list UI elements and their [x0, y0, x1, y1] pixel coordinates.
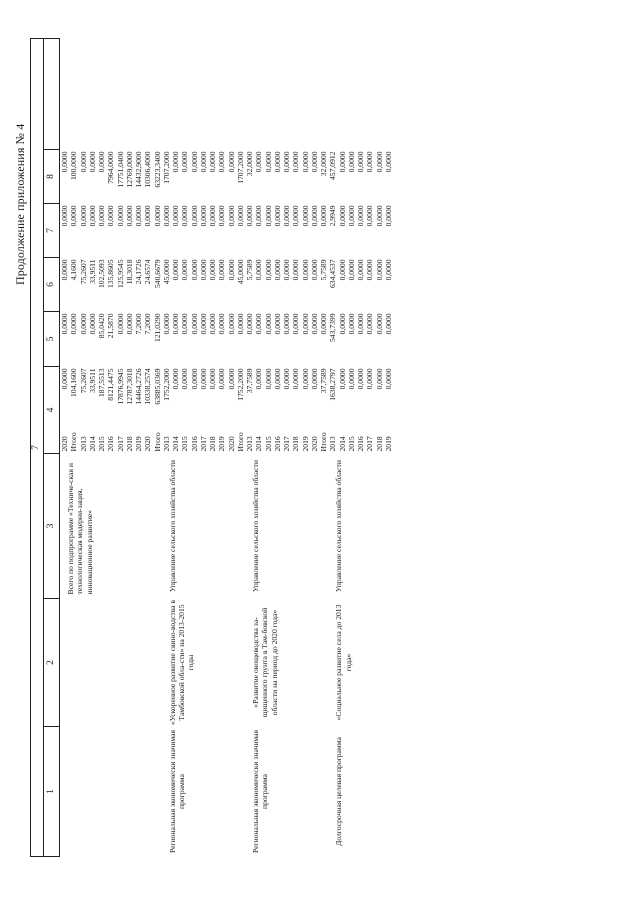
- value-cell: 0,0000: [300, 313, 310, 335]
- program-3-col4-values: [328, 367, 393, 423]
- value-cell: 0,0000: [97, 205, 106, 227]
- year-cell: 2018: [124, 436, 134, 452]
- table-top-number: 7: [31, 38, 44, 856]
- value-cell: 1707,2000: [235, 151, 245, 184]
- value-cell: 0,0000: [282, 259, 291, 281]
- value-cell: 32,0000: [245, 151, 254, 177]
- value-cell: 0,0000: [356, 151, 365, 173]
- year-cell: 2020: [309, 436, 319, 452]
- year-cell: 2014: [337, 436, 347, 452]
- value-cell: 0,0000: [208, 151, 217, 173]
- year-cell: 2014: [171, 436, 180, 452]
- value-cell: 0,0000: [198, 313, 208, 335]
- value-cell: 0,0000: [300, 151, 310, 173]
- value-cell: 0,0000: [356, 259, 365, 281]
- value-cell: 0,0000: [235, 205, 245, 227]
- value-cell: 0,0000: [69, 313, 79, 335]
- value-cell: 0,0000: [383, 259, 393, 281]
- value-cell: 0,0000: [171, 259, 180, 281]
- total-block-years: [60, 423, 162, 454]
- value-cell: 0,0000: [180, 368, 190, 390]
- year-cell: 2017: [365, 436, 375, 452]
- value-cell: 0,0000: [217, 313, 227, 335]
- year-cell: 2013: [161, 436, 171, 452]
- value-cell: 0,0000: [337, 205, 347, 227]
- value-cell: 0,0000: [383, 205, 393, 227]
- column-number-4: 4: [44, 367, 60, 454]
- value-cell: 0,0000: [254, 313, 264, 335]
- program-3-filler: [328, 38, 393, 149]
- value-cell: 5,7589: [245, 259, 254, 281]
- value-cell: 0,0000: [356, 205, 365, 227]
- value-cell: 135,8605: [106, 259, 116, 288]
- value-cell: 0,0000: [78, 151, 88, 173]
- value-cell: 0,0000: [291, 313, 301, 335]
- budget-table: [30, 38, 393, 857]
- year-cell: 2018: [208, 436, 217, 452]
- total-block-row: [60, 38, 162, 856]
- value-cell: 102,5093: [97, 259, 106, 288]
- year-cell: 2015: [180, 436, 190, 452]
- year-cell: 2018: [374, 436, 384, 452]
- value-cell: 0,0000: [171, 313, 180, 335]
- value-cell: 543,7399: [328, 313, 338, 342]
- value-cell: 0,0000: [272, 205, 282, 227]
- year-cell: 2016: [356, 436, 365, 452]
- value-cell: 0,0000: [346, 313, 356, 335]
- year-cell: Итого: [319, 432, 328, 452]
- value-cell: 0,0000: [309, 151, 319, 173]
- value-cell: 0,0000: [189, 368, 199, 390]
- program-row-1: [162, 38, 245, 856]
- year-cell: 2020: [226, 436, 236, 452]
- value-cell: 0,0000: [245, 313, 254, 335]
- program-1-filler: [162, 38, 245, 149]
- value-cell: 0,0000: [291, 205, 301, 227]
- value-cell: 0,0000: [365, 259, 375, 281]
- value-cell: 0,0000: [161, 313, 171, 335]
- column-number-7: 7: [44, 204, 60, 258]
- value-cell: 0,0000: [300, 259, 310, 281]
- value-cell: 21,5870: [106, 313, 116, 339]
- program-3-years: [328, 423, 393, 454]
- program-3-col7-values: [328, 204, 393, 258]
- year-cell: 2019: [134, 436, 143, 452]
- value-cell: 0,0000: [356, 368, 365, 390]
- year-cell: 2019: [300, 436, 310, 452]
- value-cell: 0,0000: [254, 205, 264, 227]
- value-cell: 12769,0000: [124, 151, 134, 188]
- value-cell: 0,0000: [254, 259, 264, 281]
- value-cell: 0,0000: [198, 205, 208, 227]
- total-block-col8-values: [60, 150, 162, 204]
- value-cell: 7,2000: [134, 313, 143, 335]
- value-cell: 0,0000: [60, 313, 69, 335]
- value-cell: 14464,2726: [134, 368, 143, 405]
- year-cell: 2016: [106, 436, 116, 452]
- value-cell: 63223,3400: [152, 151, 162, 188]
- program-3-type: Долгосрочная целевая программа: [334, 737, 344, 846]
- value-cell: 0,0000: [180, 259, 190, 281]
- value-cell: 0,0000: [217, 259, 227, 281]
- value-cell: 0,0000: [60, 259, 69, 281]
- total-block-title: Всего по подпрограмме «Техниче-ская и технологическая модерни-зация, инновационное развитие»: [66, 463, 94, 595]
- total-block-col6-values: [60, 258, 162, 312]
- value-cell: 0,0000: [346, 205, 356, 227]
- value-cell: 0,0000: [346, 151, 356, 173]
- value-cell: 0,0000: [226, 205, 236, 227]
- value-cell: 0,0000: [245, 205, 254, 227]
- value-cell: 634,4537: [328, 259, 338, 288]
- continuation-heading: Продолжение приложения № 4: [13, 123, 27, 285]
- program-2-col8-values: [245, 150, 328, 204]
- value-cell: 0,0000: [263, 205, 273, 227]
- value-cell: 457,0912: [328, 151, 338, 180]
- total-block-col1: [60, 727, 162, 857]
- program-3-col5-values: [328, 312, 393, 367]
- value-cell: 0,0000: [346, 259, 356, 281]
- value-cell: 0,0000: [226, 259, 236, 281]
- value-cell: 5,7589: [319, 259, 328, 281]
- value-cell: 17876,9945: [115, 368, 125, 405]
- value-cell: 0,0000: [254, 368, 264, 390]
- value-cell: 0,0000: [383, 368, 393, 390]
- value-cell: 0,0000: [180, 313, 190, 335]
- program-3-col6-values: [328, 258, 393, 312]
- program-1-col7-values: [162, 204, 245, 258]
- year-cell: 2017: [115, 436, 125, 452]
- value-cell: 0,0000: [300, 205, 310, 227]
- value-cell: 0,0000: [337, 151, 347, 173]
- value-cell: 0,0000: [60, 205, 69, 227]
- value-cell: 0,0000: [282, 205, 291, 227]
- program-2-col5-values: [245, 312, 328, 367]
- value-cell: 0,0000: [115, 313, 125, 335]
- value-cell: 0,0000: [374, 259, 384, 281]
- year-cell: 2020: [143, 436, 153, 452]
- value-cell: 0,0000: [365, 151, 375, 173]
- value-cell: 0,0000: [180, 151, 190, 173]
- value-cell: 0,0000: [346, 368, 356, 390]
- value-cell: 18,3018: [124, 259, 134, 285]
- value-cell: 37,7589: [319, 368, 328, 394]
- total-block-filler: [60, 38, 162, 149]
- program-2-type: Региональная экономически значимая программа: [251, 729, 270, 854]
- value-cell: 0,0000: [374, 313, 384, 335]
- value-cell: 8121,4475: [106, 368, 116, 401]
- value-cell: 0,0000: [69, 205, 79, 227]
- value-cell: 0,0000: [374, 205, 384, 227]
- value-cell: 0,0000: [198, 368, 208, 390]
- value-cell: 0,0000: [356, 313, 365, 335]
- value-cell: 0,0000: [226, 313, 236, 335]
- program-2-col4-values: [245, 367, 328, 423]
- year-cell: 2019: [383, 436, 393, 452]
- program-row-3: [328, 38, 393, 856]
- value-cell: 0,0000: [282, 368, 291, 390]
- year-cell: 2013: [328, 436, 338, 452]
- year-cell: 2019: [217, 436, 227, 452]
- value-cell: 125,9545: [115, 259, 125, 288]
- value-cell: 0,0000: [208, 205, 217, 227]
- program-3-col8-values: [328, 150, 393, 204]
- value-cell: 1752,2000: [161, 368, 171, 401]
- value-cell: 0,0000: [300, 368, 310, 390]
- year-cell: 2015: [346, 436, 356, 452]
- value-cell: 0,0000: [291, 368, 301, 390]
- year-cell: 2018: [291, 436, 301, 452]
- value-cell: 0,0000: [198, 259, 208, 281]
- value-cell: 0,0000: [291, 259, 301, 281]
- value-cell: 0,0000: [337, 368, 347, 390]
- value-cell: 0,0000: [282, 151, 291, 173]
- value-cell: 85,0420: [97, 313, 106, 339]
- value-cell: 100,0000: [69, 151, 79, 180]
- year-cell: 2017: [198, 436, 208, 452]
- value-cell: 0,0000: [272, 313, 282, 335]
- total-block-col7-values: [60, 204, 162, 258]
- value-cell: 2,9949: [328, 205, 338, 227]
- value-cell: 0,0000: [226, 151, 236, 173]
- value-cell: 12787,3018: [124, 368, 134, 405]
- program-1-years: [162, 423, 245, 454]
- value-cell: 0,0000: [282, 313, 291, 335]
- value-cell: 0,0000: [226, 368, 236, 390]
- value-cell: 0,0000: [263, 368, 273, 390]
- value-cell: 121,0290: [152, 313, 162, 342]
- value-cell: 0,0000: [180, 205, 190, 227]
- value-cell: 0,0000: [208, 368, 217, 390]
- column-number-1: 1: [44, 727, 60, 857]
- program-1-col5-values: [162, 312, 245, 367]
- value-cell: 24,1726: [134, 259, 143, 285]
- value-cell: 0,0000: [291, 151, 301, 173]
- value-cell: 0,0000: [309, 313, 319, 335]
- value-cell: 0,0000: [124, 313, 134, 335]
- year-cell: Итого: [152, 432, 162, 452]
- value-cell: 0,0000: [78, 313, 88, 335]
- value-cell: 33,9511: [87, 259, 97, 284]
- value-cell: 187,5513: [97, 368, 106, 397]
- value-cell: 14432,9000: [134, 151, 143, 188]
- year-cell: 2015: [263, 436, 273, 452]
- column-number-6: 6: [44, 258, 60, 312]
- program-1-col8-values: [162, 150, 245, 204]
- value-cell: 0,0000: [208, 259, 217, 281]
- value-cell: 0,0000: [161, 205, 171, 227]
- column-number-2: 2: [44, 599, 60, 727]
- year-cell: 2015: [97, 436, 106, 452]
- program-1-type: Региональная экономически значимая программа: [167, 729, 186, 854]
- value-cell: 0,0000: [189, 313, 199, 335]
- value-cell: 0,0000: [383, 313, 393, 335]
- value-cell: 0,0000: [87, 313, 97, 335]
- value-cell: 0,0000: [365, 205, 375, 227]
- value-cell: 0,0000: [272, 368, 282, 390]
- value-cell: 0,0000: [198, 151, 208, 173]
- total-block-col5-values: [60, 312, 162, 367]
- program-2-col7-values: [245, 204, 328, 258]
- value-cell: 0,0000: [208, 313, 217, 335]
- program-2-title: «Развитие овощеводства за-щищенного грунта в Там-бовской области на период до 2020 года»: [251, 607, 279, 718]
- program-2-col6-values: [245, 258, 328, 312]
- value-cell: 0,0000: [134, 205, 143, 227]
- year-cell: 2017: [282, 436, 291, 452]
- value-cell: 7,2000: [143, 313, 153, 335]
- value-cell: 0,0000: [143, 205, 153, 227]
- value-cell: 0,0000: [365, 368, 375, 390]
- value-cell: 0,0000: [171, 151, 180, 173]
- value-cell: 0,0000: [152, 205, 162, 227]
- value-cell: 1707,2000: [161, 151, 171, 184]
- program-2-years: [245, 423, 328, 454]
- value-cell: 33,9511: [87, 368, 97, 393]
- year-cell: 2013: [245, 436, 254, 452]
- value-cell: 0,0000: [60, 151, 69, 173]
- value-cell: 0,0000: [374, 368, 384, 390]
- value-cell: 10338,2574: [143, 368, 153, 405]
- value-cell: 7964,0000: [106, 151, 116, 184]
- value-cell: 0,0000: [319, 205, 328, 227]
- value-cell: 0,0000: [272, 259, 282, 281]
- program-1-col4-values: [162, 367, 245, 423]
- value-cell: 63885,0369: [152, 368, 162, 405]
- program-3-executor: Управление сельского хозяйства области: [334, 460, 344, 592]
- total-block-col2: [60, 599, 162, 727]
- year-cell: 2020: [60, 436, 69, 452]
- value-cell: 0,0000: [189, 205, 199, 227]
- value-cell: 17751,0400: [115, 151, 125, 188]
- value-cell: 0,0000: [235, 313, 245, 335]
- value-cell: 10306,4000: [143, 151, 153, 188]
- column-number-5: 5: [44, 312, 60, 367]
- value-cell: 104,1600: [69, 368, 79, 397]
- value-cell: 32,0000: [319, 151, 328, 177]
- value-cell: 540,6679: [152, 259, 162, 288]
- value-cell: 0,0000: [217, 368, 227, 390]
- value-cell: 0,0000: [189, 151, 199, 173]
- value-cell: 0,0000: [60, 368, 69, 390]
- value-cell: 0,0000: [217, 151, 227, 173]
- column-number-8: 8: [44, 150, 60, 204]
- total-block-col4-values: [60, 367, 162, 423]
- value-cell: 75,2607: [78, 368, 88, 394]
- value-cell: 37,7589: [245, 368, 254, 394]
- value-cell: 0,0000: [337, 259, 347, 281]
- value-cell: 0,0000: [309, 368, 319, 390]
- program-3-title: «Социальное развитие села до 2013 года»: [334, 604, 353, 721]
- year-cell: Итого: [69, 432, 79, 452]
- value-cell: 0,0000: [263, 313, 273, 335]
- program-2-filler: [245, 38, 328, 149]
- value-cell: 4,1600: [69, 259, 79, 281]
- value-cell: 0,0000: [189, 259, 199, 281]
- value-cell: 1752,2000: [235, 368, 245, 401]
- year-cell: 2014: [254, 436, 264, 452]
- value-cell: 0,0000: [115, 205, 125, 227]
- value-cell: 0,0000: [309, 259, 319, 281]
- year-cell: 2014: [87, 436, 97, 452]
- value-cell: 0,0000: [272, 151, 282, 173]
- value-cell: 45,0000: [161, 259, 171, 285]
- year-cell: 2016: [272, 436, 282, 452]
- table-filler: [44, 38, 60, 149]
- value-cell: 0,0000: [87, 151, 97, 173]
- program-1-executor: Управление сельского хозяйства области: [167, 460, 177, 592]
- value-cell: 0,0000: [87, 205, 97, 227]
- value-cell: 0,0000: [171, 205, 180, 227]
- year-cell: 2013: [78, 436, 88, 452]
- value-cell: 0,0000: [319, 313, 328, 335]
- value-cell: 0,0000: [171, 368, 180, 390]
- value-cell: 0,0000: [383, 151, 393, 173]
- value-cell: 45,0000: [235, 259, 245, 285]
- value-cell: 1638,2797: [328, 368, 338, 401]
- value-cell: 0,0000: [124, 205, 134, 227]
- program-2-executor: Управление сельского хозяйства области: [251, 460, 260, 592]
- value-cell: 0,0000: [309, 205, 319, 227]
- value-cell: 0,0000: [365, 313, 375, 335]
- value-cell: 24,6574: [143, 259, 153, 285]
- value-cell: 0,0000: [263, 151, 273, 173]
- value-cell: 0,0000: [254, 151, 264, 173]
- value-cell: 75,2607: [78, 259, 88, 285]
- column-number-3: 3: [44, 454, 60, 599]
- program-1-title: «Ускоренное развитие свино-водства в Тамбовской обла-сти» на 2013-2015 годы: [167, 599, 196, 726]
- year-cell: 2016: [189, 436, 199, 452]
- value-cell: 0,0000: [106, 205, 116, 227]
- value-cell: 0,0000: [374, 151, 384, 173]
- value-cell: 0,0000: [263, 259, 273, 281]
- value-cell: 0,0000: [337, 313, 347, 335]
- year-cell: Итого: [235, 432, 245, 452]
- program-1-col6-values: [162, 258, 245, 312]
- value-cell: 0,0000: [217, 205, 227, 227]
- value-cell: 0,0000: [97, 151, 106, 173]
- value-cell: 0,0000: [78, 205, 88, 227]
- program-row-2: [245, 38, 328, 856]
